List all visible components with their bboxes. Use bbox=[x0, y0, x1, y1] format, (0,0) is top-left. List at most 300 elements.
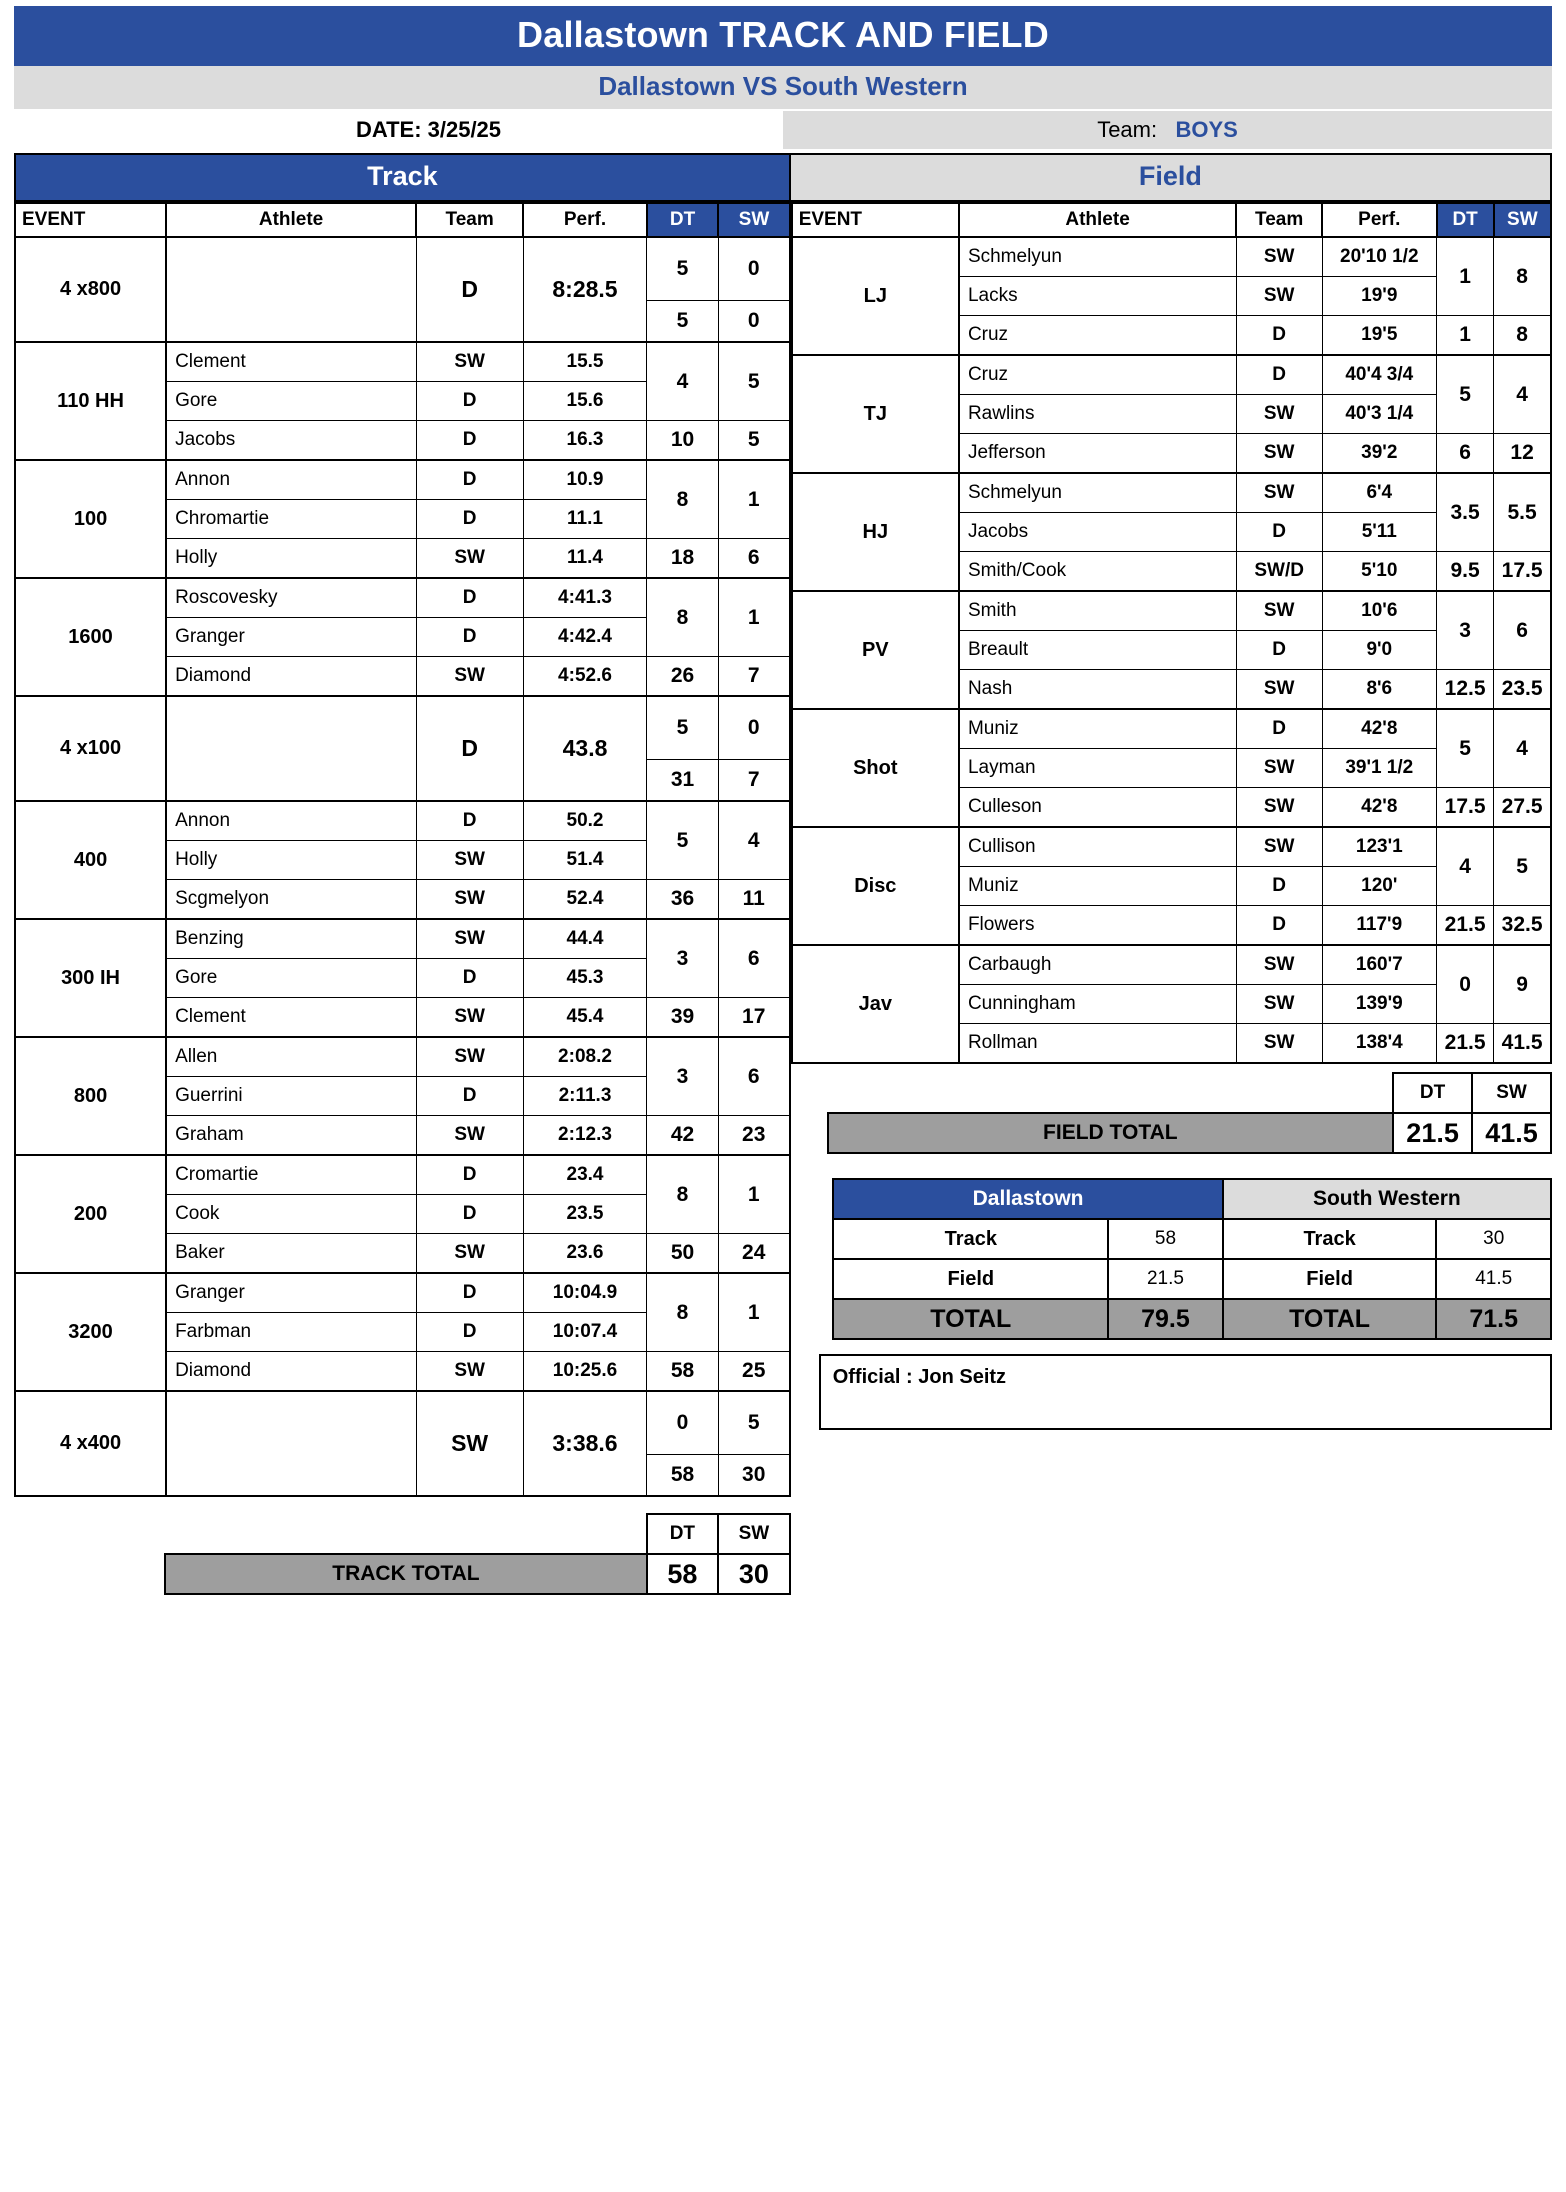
field-col-dt: DT bbox=[1437, 203, 1494, 237]
event-name: Jav bbox=[792, 945, 959, 1063]
running-sw: 7 bbox=[718, 657, 789, 697]
athlete-name: Roscovesky bbox=[166, 578, 416, 618]
official-box: Official : Jon Seitz bbox=[819, 1354, 1552, 1430]
event-name: 200 bbox=[15, 1155, 166, 1273]
athlete-team: D bbox=[416, 618, 523, 657]
points-sw: 0 bbox=[718, 696, 789, 760]
scoreboard-team-row bbox=[791, 1179, 1551, 1219]
points-sw: 6 bbox=[718, 919, 789, 998]
scoreboard-away-name: South Western bbox=[1223, 1179, 1551, 1219]
athlete-name: Granger bbox=[166, 1273, 416, 1313]
athlete-team: SW bbox=[1236, 591, 1322, 631]
table-row bbox=[792, 473, 1551, 513]
points-dt: 8 bbox=[647, 578, 718, 657]
athlete-team: D bbox=[1236, 355, 1322, 395]
athlete-perf: 16.3 bbox=[523, 421, 647, 461]
athlete-team: D bbox=[1236, 631, 1322, 670]
relay-team: D bbox=[416, 237, 523, 342]
athlete-perf: 11.1 bbox=[523, 500, 647, 539]
field-total-sw-header: SW bbox=[1472, 1073, 1551, 1113]
athlete-team: D bbox=[1236, 709, 1322, 749]
field-header-row bbox=[792, 203, 1551, 237]
athlete-name: Gore bbox=[166, 382, 416, 421]
running-sw: 17.5 bbox=[1494, 552, 1551, 592]
points-sw: 6 bbox=[718, 1037, 789, 1116]
scoreboard-away-field-label: Field bbox=[1223, 1259, 1437, 1299]
points-sw: 6 bbox=[1494, 591, 1551, 670]
athlete-team: SW bbox=[416, 919, 523, 959]
athlete-name: Rawlins bbox=[959, 395, 1236, 434]
field-total-label: FIELD TOTAL bbox=[828, 1113, 1394, 1153]
event-name: 100 bbox=[15, 460, 166, 578]
table-row bbox=[15, 919, 790, 959]
athlete-perf: 10:25.6 bbox=[523, 1352, 647, 1392]
team-gender bbox=[783, 111, 1552, 149]
athlete-perf: 138'4 bbox=[1322, 1024, 1436, 1064]
table-row bbox=[15, 237, 790, 301]
track-col-event: EVENT bbox=[15, 203, 166, 237]
running-dt: 12.5 bbox=[1437, 670, 1494, 710]
points-dt: 1 bbox=[1437, 237, 1494, 316]
section-headers bbox=[14, 153, 1552, 202]
athlete-perf: 4:42.4 bbox=[523, 618, 647, 657]
athlete-team: SW/D bbox=[1236, 552, 1322, 592]
points-sw: 1 bbox=[718, 578, 789, 657]
athlete-team: D bbox=[1236, 906, 1322, 946]
meta-row bbox=[14, 111, 1552, 149]
points-sw: 4 bbox=[1494, 355, 1551, 434]
athlete-name: Clement bbox=[166, 342, 416, 382]
athlete-perf: 160'7 bbox=[1322, 945, 1436, 985]
athlete-perf: 40'4 3/4 bbox=[1322, 355, 1436, 395]
athlete-team: SW bbox=[1236, 670, 1322, 710]
athlete-perf: 5'11 bbox=[1322, 513, 1436, 552]
athlete-team: D bbox=[416, 1313, 523, 1352]
athlete-blank bbox=[166, 696, 416, 801]
track-table bbox=[14, 202, 791, 1497]
athlete-name: Culleson bbox=[959, 788, 1236, 828]
athlete-perf: 23.6 bbox=[523, 1234, 647, 1274]
athlete-perf: 19'9 bbox=[1322, 277, 1436, 316]
athlete-perf: 10:07.4 bbox=[523, 1313, 647, 1352]
running-dt: 21.5 bbox=[1437, 906, 1494, 946]
relay-team: D bbox=[416, 696, 523, 801]
field-col-athlete: Athlete bbox=[959, 203, 1236, 237]
athlete-perf: 11.4 bbox=[523, 539, 647, 579]
athlete-team: SW bbox=[416, 539, 523, 579]
team-label: Team: bbox=[1097, 117, 1158, 142]
running-sw: 17 bbox=[718, 998, 789, 1038]
points-sw: 1 bbox=[718, 460, 789, 539]
athlete-perf: 120' bbox=[1322, 867, 1436, 906]
athlete-perf: 45.3 bbox=[523, 959, 647, 998]
points-dt: 3 bbox=[647, 919, 718, 998]
athlete-name: Cunningham bbox=[959, 985, 1236, 1024]
running-sw: 5 bbox=[718, 421, 789, 461]
event-name: Disc bbox=[792, 827, 959, 945]
athlete-perf: 5'10 bbox=[1322, 552, 1436, 592]
points-dt: 0 bbox=[647, 1391, 718, 1455]
points-sw: 4 bbox=[718, 801, 789, 880]
athlete-name: Scgmelyon bbox=[166, 880, 416, 920]
running-dt: 21.5 bbox=[1437, 1024, 1494, 1064]
points-dt: 8 bbox=[647, 1155, 718, 1234]
scoreboard-home-field-label: Field bbox=[833, 1259, 1108, 1299]
athlete-name: Cruz bbox=[959, 355, 1236, 395]
points-dt: 5 bbox=[1437, 709, 1494, 788]
page-title: Dallastown TRACK AND FIELD bbox=[14, 6, 1552, 66]
running-dt: 36 bbox=[647, 880, 718, 920]
track-total-sw: 30 bbox=[718, 1554, 790, 1594]
athlete-name: Diamond bbox=[166, 1352, 416, 1392]
athlete-perf: 40'3 1/4 bbox=[1322, 395, 1436, 434]
athlete-name: Smith bbox=[959, 591, 1236, 631]
scoreboard-home-total: 79.5 bbox=[1108, 1299, 1223, 1339]
athlete-perf: 52.4 bbox=[523, 880, 647, 920]
running-sw: 8 bbox=[1494, 316, 1551, 356]
relay-team: SW bbox=[416, 1391, 523, 1496]
points-dt: 3 bbox=[647, 1037, 718, 1116]
athlete-perf: 42'8 bbox=[1322, 709, 1436, 749]
athlete-team: SW bbox=[1236, 473, 1322, 513]
table-row bbox=[792, 237, 1551, 277]
athlete-team: D bbox=[416, 1273, 523, 1313]
field-total-dt-header: DT bbox=[1393, 1073, 1472, 1113]
track-total-label: TRACK TOTAL bbox=[165, 1554, 646, 1594]
athlete-name: Diamond bbox=[166, 657, 416, 697]
athlete-perf: 51.4 bbox=[523, 841, 647, 880]
event-name: 800 bbox=[15, 1037, 166, 1155]
athlete-team: SW bbox=[416, 1352, 523, 1392]
scoreboard-away-total-label: TOTAL bbox=[1223, 1299, 1437, 1339]
athlete-perf: 10'6 bbox=[1322, 591, 1436, 631]
athlete-name: Rollman bbox=[959, 1024, 1236, 1064]
points-sw: 5 bbox=[718, 1391, 789, 1455]
athlete-team: SW bbox=[1236, 277, 1322, 316]
track-col-team: Team bbox=[416, 203, 523, 237]
event-name: 4 x800 bbox=[15, 237, 166, 342]
scoreboard-home-name: Dallastown bbox=[833, 1179, 1222, 1219]
table-row bbox=[15, 1037, 790, 1077]
athlete-perf: 9'0 bbox=[1322, 631, 1436, 670]
points-sw: 5.5 bbox=[1494, 473, 1551, 552]
athlete-name: Muniz bbox=[959, 709, 1236, 749]
scoreboard-track-row bbox=[791, 1219, 1551, 1259]
scoreboard-away-track-label: Track bbox=[1223, 1219, 1437, 1259]
athlete-name: Layman bbox=[959, 749, 1236, 788]
event-name: LJ bbox=[792, 237, 959, 355]
points-dt: 5 bbox=[1437, 355, 1494, 434]
running-sw: 30 bbox=[718, 1455, 789, 1497]
points-dt: 4 bbox=[647, 342, 718, 421]
running-sw: 32.5 bbox=[1494, 906, 1551, 946]
athlete-name: Breault bbox=[959, 631, 1236, 670]
athlete-name: Cruz bbox=[959, 316, 1236, 356]
athlete-perf: 2:12.3 bbox=[523, 1116, 647, 1156]
athlete-blank bbox=[166, 1391, 416, 1496]
field-column bbox=[791, 202, 1552, 1430]
athlete-team: SW bbox=[416, 1234, 523, 1274]
running-dt: 6 bbox=[1437, 434, 1494, 474]
athlete-name: Holly bbox=[166, 539, 416, 579]
athlete-name: Flowers bbox=[959, 906, 1236, 946]
points-dt: 8 bbox=[647, 460, 718, 539]
team-value: BOYS bbox=[1175, 117, 1238, 142]
athlete-team: SW bbox=[1236, 827, 1322, 867]
athlete-team: D bbox=[416, 460, 523, 500]
athlete-name: Cook bbox=[166, 1195, 416, 1234]
athlete-perf: 19'5 bbox=[1322, 316, 1436, 356]
athlete-perf: 39'2 bbox=[1322, 434, 1436, 474]
running-sw: 25 bbox=[718, 1352, 789, 1392]
running-sw: 41.5 bbox=[1494, 1024, 1551, 1064]
table-row bbox=[792, 827, 1551, 867]
athlete-name: Guerrini bbox=[166, 1077, 416, 1116]
running-dt: 58 bbox=[647, 1455, 718, 1497]
relay-perf: 43.8 bbox=[523, 696, 647, 801]
athlete-blank bbox=[166, 237, 416, 342]
event-name: 400 bbox=[15, 801, 166, 919]
athlete-team: SW bbox=[1236, 1024, 1322, 1064]
athlete-perf: 42'8 bbox=[1322, 788, 1436, 828]
points-dt: 5 bbox=[647, 237, 718, 301]
athlete-name: Cromartie bbox=[166, 1155, 416, 1195]
athlete-perf: 139'9 bbox=[1322, 985, 1436, 1024]
event-name: PV bbox=[792, 591, 959, 709]
athlete-team: D bbox=[416, 421, 523, 461]
track-col-perf: Perf. bbox=[523, 203, 647, 237]
results-grid bbox=[14, 202, 1552, 1595]
athlete-name: Cullison bbox=[959, 827, 1236, 867]
athlete-perf: 8'6 bbox=[1322, 670, 1436, 710]
athlete-name: Jacobs bbox=[166, 421, 416, 461]
meet-subtitle: Dallastown VS South Western bbox=[14, 66, 1552, 109]
points-sw: 5 bbox=[718, 342, 789, 421]
athlete-name: Clement bbox=[166, 998, 416, 1038]
athlete-name: Annon bbox=[166, 460, 416, 500]
scoreboard-total-row bbox=[791, 1299, 1551, 1339]
table-row bbox=[792, 355, 1551, 395]
event-name: Shot bbox=[792, 709, 959, 827]
table-row bbox=[792, 709, 1551, 749]
athlete-perf: 15.6 bbox=[523, 382, 647, 421]
athlete-name: Gore bbox=[166, 959, 416, 998]
meet-date: DATE: 3/25/25 bbox=[355, 117, 502, 142]
points-sw: 1 bbox=[718, 1155, 789, 1234]
athlete-name: Smith/Cook bbox=[959, 552, 1236, 592]
track-total-table bbox=[14, 1513, 791, 1595]
athlete-perf: 15.5 bbox=[523, 342, 647, 382]
points-sw: 4 bbox=[1494, 709, 1551, 788]
athlete-name: Schmelyun bbox=[959, 237, 1236, 277]
athlete-name: Granger bbox=[166, 618, 416, 657]
table-row bbox=[792, 945, 1551, 985]
table-row bbox=[15, 342, 790, 382]
athlete-perf: 10:04.9 bbox=[523, 1273, 647, 1313]
running-sw: 12 bbox=[1494, 434, 1551, 474]
relay-perf: 8:28.5 bbox=[523, 237, 647, 342]
event-name: HJ bbox=[792, 473, 959, 591]
running-sw: 23 bbox=[718, 1116, 789, 1156]
athlete-team: D bbox=[416, 801, 523, 841]
points-dt: 3 bbox=[1437, 591, 1494, 670]
running-dt: 50 bbox=[647, 1234, 718, 1274]
field-total-sw: 41.5 bbox=[1472, 1113, 1551, 1153]
athlete-perf: 4:52.6 bbox=[523, 657, 647, 697]
running-sw: 11 bbox=[718, 880, 789, 920]
athlete-name: Farbman bbox=[166, 1313, 416, 1352]
table-row bbox=[15, 460, 790, 500]
athlete-perf: 10.9 bbox=[523, 460, 647, 500]
field-table bbox=[791, 202, 1552, 1064]
scoreboard-home-field: 21.5 bbox=[1108, 1259, 1223, 1299]
athlete-team: SW bbox=[1236, 985, 1322, 1024]
running-sw: 23.5 bbox=[1494, 670, 1551, 710]
athlete-perf: 45.4 bbox=[523, 998, 647, 1038]
athlete-name: Jefferson bbox=[959, 434, 1236, 474]
track-total-sw-header: SW bbox=[718, 1514, 790, 1554]
points-dt: 5 bbox=[647, 696, 718, 760]
running-dt: 58 bbox=[647, 1352, 718, 1392]
athlete-name: Annon bbox=[166, 801, 416, 841]
points-sw: 0 bbox=[718, 237, 789, 301]
running-dt: 31 bbox=[647, 760, 718, 802]
event-name: 300 IH bbox=[15, 919, 166, 1037]
athlete-team: D bbox=[416, 500, 523, 539]
athlete-perf: 20'10 1/2 bbox=[1322, 237, 1436, 277]
points-dt: 8 bbox=[647, 1273, 718, 1352]
athlete-name: Lacks bbox=[959, 277, 1236, 316]
running-dt: 26 bbox=[647, 657, 718, 697]
athlete-team: D bbox=[416, 382, 523, 421]
scoreboard-home-track-label: Track bbox=[833, 1219, 1108, 1259]
athlete-name: Holly bbox=[166, 841, 416, 880]
scoreboard-table bbox=[791, 1178, 1552, 1340]
points-dt: 0 bbox=[1437, 945, 1494, 1024]
scoreboard-away-field: 41.5 bbox=[1436, 1259, 1551, 1299]
table-row bbox=[792, 591, 1551, 631]
track-total-row bbox=[14, 1554, 790, 1594]
track-col-dt: DT bbox=[647, 203, 718, 237]
field-total-dt: 21.5 bbox=[1393, 1113, 1472, 1153]
athlete-name: Nash bbox=[959, 670, 1236, 710]
athlete-name: Graham bbox=[166, 1116, 416, 1156]
field-col-sw: SW bbox=[1494, 203, 1551, 237]
athlete-perf: 23.4 bbox=[523, 1155, 647, 1195]
event-name: 110 HH bbox=[15, 342, 166, 460]
athlete-team: SW bbox=[416, 1116, 523, 1156]
athlete-team: D bbox=[416, 1195, 523, 1234]
scoreboard-home-total-label: TOTAL bbox=[833, 1299, 1108, 1339]
running-sw: 6 bbox=[718, 539, 789, 579]
athlete-team: D bbox=[1236, 316, 1322, 356]
athlete-perf: 6'4 bbox=[1322, 473, 1436, 513]
running-dt: 17.5 bbox=[1437, 788, 1494, 828]
athlete-team: D bbox=[1236, 867, 1322, 906]
athlete-team: D bbox=[416, 1155, 523, 1195]
scoreboard-home-track: 58 bbox=[1108, 1219, 1223, 1259]
running-dt: 18 bbox=[647, 539, 718, 579]
table-row bbox=[15, 1155, 790, 1195]
athlete-team: D bbox=[1236, 513, 1322, 552]
athlete-name: Muniz bbox=[959, 867, 1236, 906]
section-track-title: Track bbox=[14, 153, 791, 202]
running-dt: 5 bbox=[647, 301, 718, 343]
athlete-team: SW bbox=[416, 342, 523, 382]
athlete-team: SW bbox=[1236, 945, 1322, 985]
track-col-sw: SW bbox=[718, 203, 789, 237]
event-name: TJ bbox=[792, 355, 959, 473]
athlete-perf: 23.5 bbox=[523, 1195, 647, 1234]
points-dt: 5 bbox=[647, 801, 718, 880]
event-name: 1600 bbox=[15, 578, 166, 696]
running-sw: 24 bbox=[718, 1234, 789, 1274]
event-name: 3200 bbox=[15, 1273, 166, 1391]
table-row bbox=[15, 1391, 790, 1455]
running-sw: 0 bbox=[718, 301, 789, 343]
athlete-perf: 50.2 bbox=[523, 801, 647, 841]
athlete-name: Allen bbox=[166, 1037, 416, 1077]
athlete-name: Baker bbox=[166, 1234, 416, 1274]
track-total-dt-header: DT bbox=[647, 1514, 719, 1554]
field-total-table bbox=[791, 1072, 1552, 1154]
track-column bbox=[14, 202, 791, 1595]
athlete-team: SW bbox=[1236, 395, 1322, 434]
athlete-team: SW bbox=[416, 841, 523, 880]
field-col-team: Team bbox=[1236, 203, 1322, 237]
athlete-team: SW bbox=[1236, 788, 1322, 828]
athlete-perf: 2:08.2 bbox=[523, 1037, 647, 1077]
athlete-perf: 44.4 bbox=[523, 919, 647, 959]
athlete-team: SW bbox=[1236, 237, 1322, 277]
athlete-perf: 2:11.3 bbox=[523, 1077, 647, 1116]
points-dt: 3.5 bbox=[1437, 473, 1494, 552]
athlete-perf: 117'9 bbox=[1322, 906, 1436, 946]
table-row bbox=[15, 801, 790, 841]
scoreboard-away-total: 71.5 bbox=[1436, 1299, 1551, 1339]
field-total-header-row bbox=[791, 1073, 1551, 1113]
athlete-team: D bbox=[416, 1077, 523, 1116]
running-dt: 1 bbox=[1437, 316, 1494, 356]
field-col-event: EVENT bbox=[792, 203, 959, 237]
athlete-team: SW bbox=[1236, 434, 1322, 474]
track-col-athlete: Athlete bbox=[166, 203, 416, 237]
track-header-row bbox=[15, 203, 790, 237]
running-dt: 10 bbox=[647, 421, 718, 461]
event-name: 4 x400 bbox=[15, 1391, 166, 1496]
points-sw: 1 bbox=[718, 1273, 789, 1352]
track-total-header-row bbox=[14, 1514, 790, 1554]
athlete-team: SW bbox=[416, 880, 523, 920]
athlete-name: Schmelyun bbox=[959, 473, 1236, 513]
table-row bbox=[15, 696, 790, 760]
running-sw: 27.5 bbox=[1494, 788, 1551, 828]
section-field-title: Field bbox=[791, 153, 1552, 202]
running-dt: 39 bbox=[647, 998, 718, 1038]
scoreboard-field-row bbox=[791, 1259, 1551, 1299]
points-sw: 8 bbox=[1494, 237, 1551, 316]
track-total-dt: 58 bbox=[647, 1554, 719, 1594]
athlete-perf: 123'1 bbox=[1322, 827, 1436, 867]
points-sw: 9 bbox=[1494, 945, 1551, 1024]
points-dt: 4 bbox=[1437, 827, 1494, 906]
event-name: 4 x100 bbox=[15, 696, 166, 801]
running-sw: 7 bbox=[718, 760, 789, 802]
athlete-name: Chromartie bbox=[166, 500, 416, 539]
athlete-team: D bbox=[416, 959, 523, 998]
scoreboard-away-track: 30 bbox=[1436, 1219, 1551, 1259]
points-sw: 5 bbox=[1494, 827, 1551, 906]
